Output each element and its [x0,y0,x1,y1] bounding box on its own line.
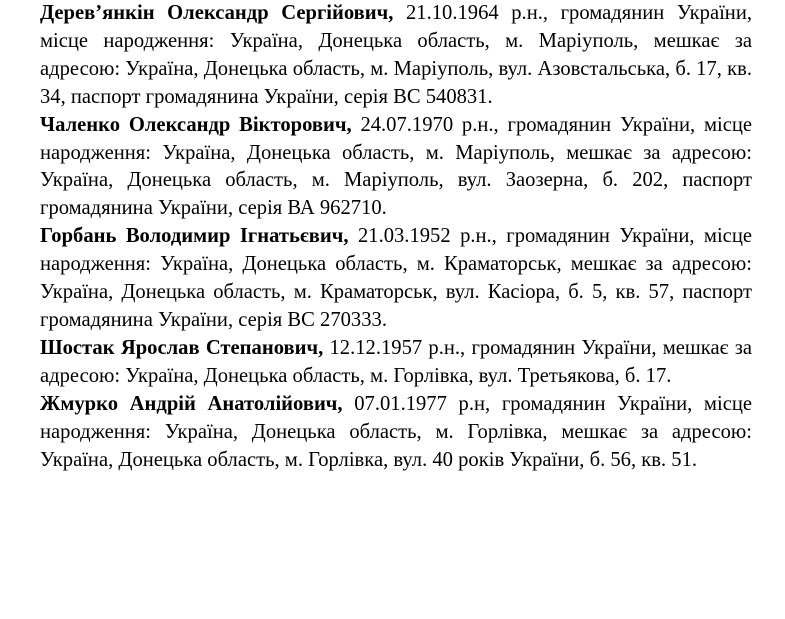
person-details: 24.07.1970 р.н., громадянин України, місце народження: Україна, Донецька область, м. Маріуполь, мешкає за адресою: Україна, Донецька область, м. Маріуполь, вул. Заозерна, б. 202, паспорт громадянина України, серія ВА 962710. [40,113,753,220]
person-name: Шостак Ярослав Степанович, [40,336,324,359]
person-entry-3 [40,223,752,335]
person-entry-1 [40,0,752,112]
document-page [40,0,752,474]
person-details: 12.12.1957 р.н., громадянин України, мешкає за адресою: Україна, Донецька область, м. Горлівка, вул. Третьякова, б. 17. [40,336,752,387]
person-entry-4 [40,335,752,391]
person-details: 21.03.1952 р.н., громадянин України, місце народження: Україна, Донецька область, м. Краматорськ, мешкає за адресою: Україна, Донецька область, м. Краматорськ, вул. Касіора, б. 5, кв. 57, паспорт громадянина України, серія ВС 270333. [40,225,752,331]
person-name: Горбань Володимир Ігнатьєвич, [40,225,349,248]
person-details: 21.10.1964 р.н., громадянин України, місце народження: Україна, Донецька область, м. Маріуполь, мешкає за адресою: Україна, Донецька область, м. Маріуполь, вул. Азовстальська, б. 17, кв. 34, паспорт громадянина України, серія ВС 540831. [40,2,752,108]
person-name: Дерев’янкін Олександр Сергійович, [40,2,394,24]
person-name: Чаленко Олександр Вікторович, [40,113,352,136]
person-name: Жмурко Андрій Анатолійович, [40,392,343,415]
person-entry-5 [40,391,752,475]
person-entry-2 [40,112,752,224]
person-details: 07.01.1977 р.н, громадянин України, місце народження: Україна, Донецька область, м. Горлівка, мешкає за адресою: Україна, Донецька область, м. Горлівка, вул. 40 років України, б. 56, кв. 51. [40,392,752,471]
